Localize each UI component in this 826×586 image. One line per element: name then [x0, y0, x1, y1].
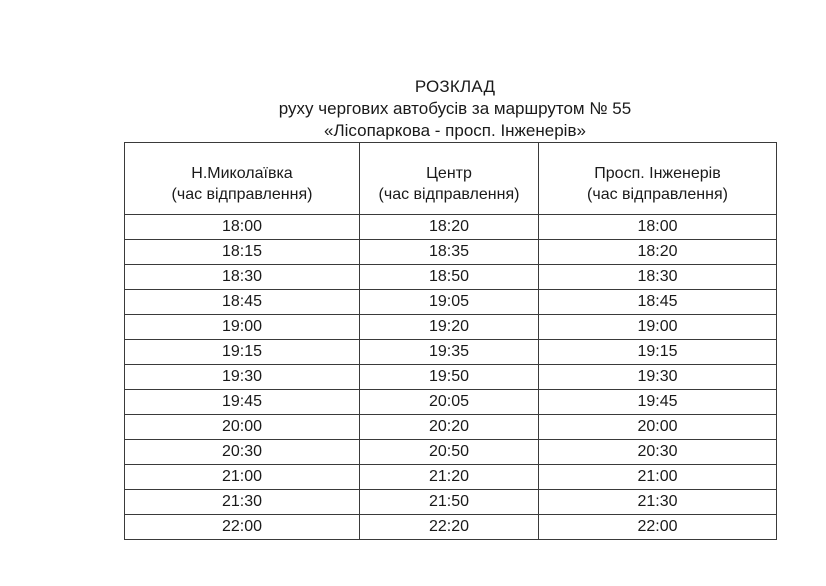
time-engineers-avenue: 21:30 [539, 490, 777, 515]
time-mykolaivka: 19:15 [125, 340, 360, 365]
time-centre: 21:50 [360, 490, 539, 515]
time-engineers-avenue: 19:00 [539, 315, 777, 340]
time-centre: 19:35 [360, 340, 539, 365]
time-mykolaivka: 19:45 [125, 390, 360, 415]
table-row [125, 315, 777, 340]
time-engineers-avenue: 21:00 [539, 465, 777, 490]
table-row [125, 240, 777, 265]
header-mykolaivka [125, 143, 360, 215]
time-centre: 19:20 [360, 315, 539, 340]
schedule-table-body [125, 215, 777, 540]
time-centre: 18:50 [360, 265, 539, 290]
time-mykolaivka: 18:30 [125, 265, 360, 290]
time-engineers-avenue: 18:20 [539, 240, 777, 265]
time-centre: 19:50 [360, 365, 539, 390]
time-engineers-avenue: 20:00 [539, 415, 777, 440]
header-stop-name: Центр [426, 164, 472, 182]
time-mykolaivka: 18:15 [125, 240, 360, 265]
header-engineers-avenue [539, 143, 777, 215]
header-centre [360, 143, 539, 215]
time-centre: 18:35 [360, 240, 539, 265]
title-route-name: «Лісопаркова - просп. Інженерів» [324, 121, 586, 140]
schedule-table [124, 142, 777, 540]
table-row [125, 365, 777, 390]
time-centre: 22:20 [360, 515, 539, 540]
time-mykolaivka: 21:00 [125, 465, 360, 490]
time-engineers-avenue: 19:15 [539, 340, 777, 365]
header-note: (час відправлення) [171, 185, 313, 203]
title-subtitle: руху чергових автобусів за маршрутом № 55 [278, 99, 632, 118]
header-note: (час відправлення) [378, 185, 520, 203]
time-engineers-avenue: 18:45 [539, 290, 777, 315]
time-engineers-avenue: 19:45 [539, 390, 777, 415]
time-mykolaivka: 18:45 [125, 290, 360, 315]
document-title [0, 76, 826, 142]
time-mykolaivka: 19:30 [125, 365, 360, 390]
time-centre: 20:20 [360, 415, 539, 440]
table-row [125, 390, 777, 415]
time-engineers-avenue: 18:00 [539, 215, 777, 240]
time-engineers-avenue: 22:00 [539, 515, 777, 540]
time-mykolaivka: 20:00 [125, 415, 360, 440]
time-centre: 18:20 [360, 215, 539, 240]
header-row [125, 143, 777, 215]
title-heading: РОЗКЛАД [414, 77, 496, 96]
time-mykolaivka: 21:30 [125, 490, 360, 515]
header-note: (час відправлення) [587, 185, 728, 203]
table-row [125, 265, 777, 290]
schedule-table-header [125, 143, 777, 215]
time-mykolaivka: 18:00 [125, 215, 360, 240]
table-row [125, 465, 777, 490]
header-stop-name: Просп. Інженерів [594, 164, 721, 182]
time-mykolaivka: 19:00 [125, 315, 360, 340]
table-row [125, 290, 777, 315]
header-stop-name: Н.Миколаївка [191, 164, 293, 182]
table-row [125, 215, 777, 240]
time-engineers-avenue: 19:30 [539, 365, 777, 390]
time-centre: 20:50 [360, 440, 539, 465]
time-centre: 21:20 [360, 465, 539, 490]
time-engineers-avenue: 18:30 [539, 265, 777, 290]
time-centre: 19:05 [360, 290, 539, 315]
time-engineers-avenue: 20:30 [539, 440, 777, 465]
table-row [125, 490, 777, 515]
table-row [125, 340, 777, 365]
table-row [125, 515, 777, 540]
table-row [125, 440, 777, 465]
time-mykolaivka: 22:00 [125, 515, 360, 540]
time-mykolaivka: 20:30 [125, 440, 360, 465]
table-row [125, 415, 777, 440]
time-centre: 20:05 [360, 390, 539, 415]
